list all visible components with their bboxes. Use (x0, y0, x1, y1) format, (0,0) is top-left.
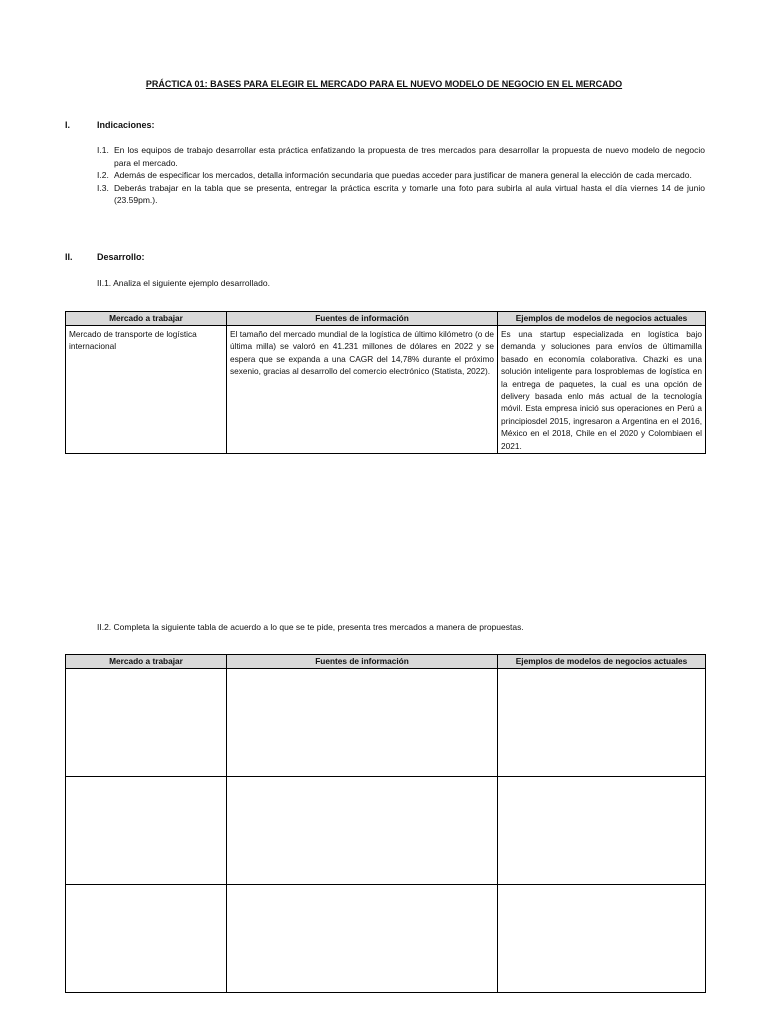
section-1-heading: Indicaciones: (97, 120, 155, 130)
cell-examples: Es una startup especializada en logística bajo demanda y soluciones para envíos de últimamilla basado en economía colaborativa. Chazki es una solución inteligente para losproblemas de logística en la entrega de paquetes, la cual es una opción de delivery basada enlo más actual de la tecnología móvil. Esta empresa inició sus operaciones en Perú a principiosdel 2015, ingresaron a Argentina en el 2016, México en el 2018, Chile en el 2020 y Colombiaen el 2021. (498, 326, 706, 454)
page-title: PRÁCTICA 01: BASES PARA ELEGIR EL MERCADO PARA EL NUEVO MODELO DE NEGOCIO EN EL MERCADO (145, 79, 623, 89)
instruction-text: En los equipos de trabajo desarrollar esta práctica enfatizando la propuesta de tres mercados para desarrollar la propuesta de nuevo modelo de negocio para el mercado. (114, 145, 705, 168)
table-row (66, 777, 706, 885)
table-row (66, 669, 706, 777)
example-table (65, 311, 706, 454)
table-row (66, 326, 706, 454)
section-2-heading: Desarrollo: (97, 252, 145, 262)
instruction-number: I.2. (97, 170, 109, 181)
header-examples: Ejemplos de modelos de negocios actuales (498, 312, 706, 326)
header-market: Mercado a trabajar (66, 312, 227, 326)
proposal-table (65, 654, 706, 993)
empty-cell-sources[interactable] (227, 669, 498, 777)
empty-cell-market[interactable] (66, 669, 227, 777)
table-header-row (66, 312, 706, 326)
instruction-item (97, 144, 705, 169)
empty-cell-market[interactable] (66, 777, 227, 885)
empty-cell-examples[interactable] (498, 777, 706, 885)
instruction-text: Deberás trabajar en la tabla que se presenta, entregar la práctica escrita y tomarle una foto para subirla al aula virtual hasta el día viernes 14 de junio (23.59pm.). (114, 182, 705, 206)
empty-cell-sources[interactable] (227, 885, 498, 993)
instruction-number: I.3. (97, 182, 109, 193)
section-2-number: II. (65, 252, 73, 262)
instructions-list (97, 144, 705, 207)
table-row (66, 885, 706, 993)
cell-market: Mercado de transporte de logística internacional (66, 326, 227, 454)
section-1-number: I. (65, 120, 71, 130)
header-market: Mercado a trabajar (66, 655, 227, 669)
instruction-item (97, 169, 705, 182)
header-sources: Fuentes de información (227, 312, 498, 326)
subsection-2-2-text: II.2. Completa la siguiente tabla de acuerdo a lo que se te pide, presenta tres mercados a manera de propuestas. (97, 622, 524, 632)
header-sources: Fuentes de información (227, 655, 498, 669)
instruction-number: I.1. (97, 145, 109, 155)
empty-cell-sources[interactable] (227, 777, 498, 885)
empty-cell-market[interactable] (66, 885, 227, 993)
empty-cell-examples[interactable] (498, 669, 706, 777)
cell-sources: El tamaño del mercado mundial de la logística de último kilómetro (o de última milla) se valoró en 41.231 millones de dólares en 2022 y se espera que se expanda a una CAGR del 14,78% durante el próximo sexenio, gracias al desarrollo del comercio electrónico (Statista, 2022). (227, 326, 498, 454)
header-examples: Ejemplos de modelos de negocios actuales (498, 655, 706, 669)
instruction-text: Además de especificar los mercados, detalla información secundaria que puedas acceder para justificar de manera general la elección de cada mercado. (114, 170, 692, 181)
empty-cell-examples[interactable] (498, 885, 706, 993)
subsection-2-1-text: II.1. Analiza el siguiente ejemplo desarrollado. (97, 278, 270, 288)
instruction-item (97, 182, 705, 207)
table-header-row (66, 655, 706, 669)
